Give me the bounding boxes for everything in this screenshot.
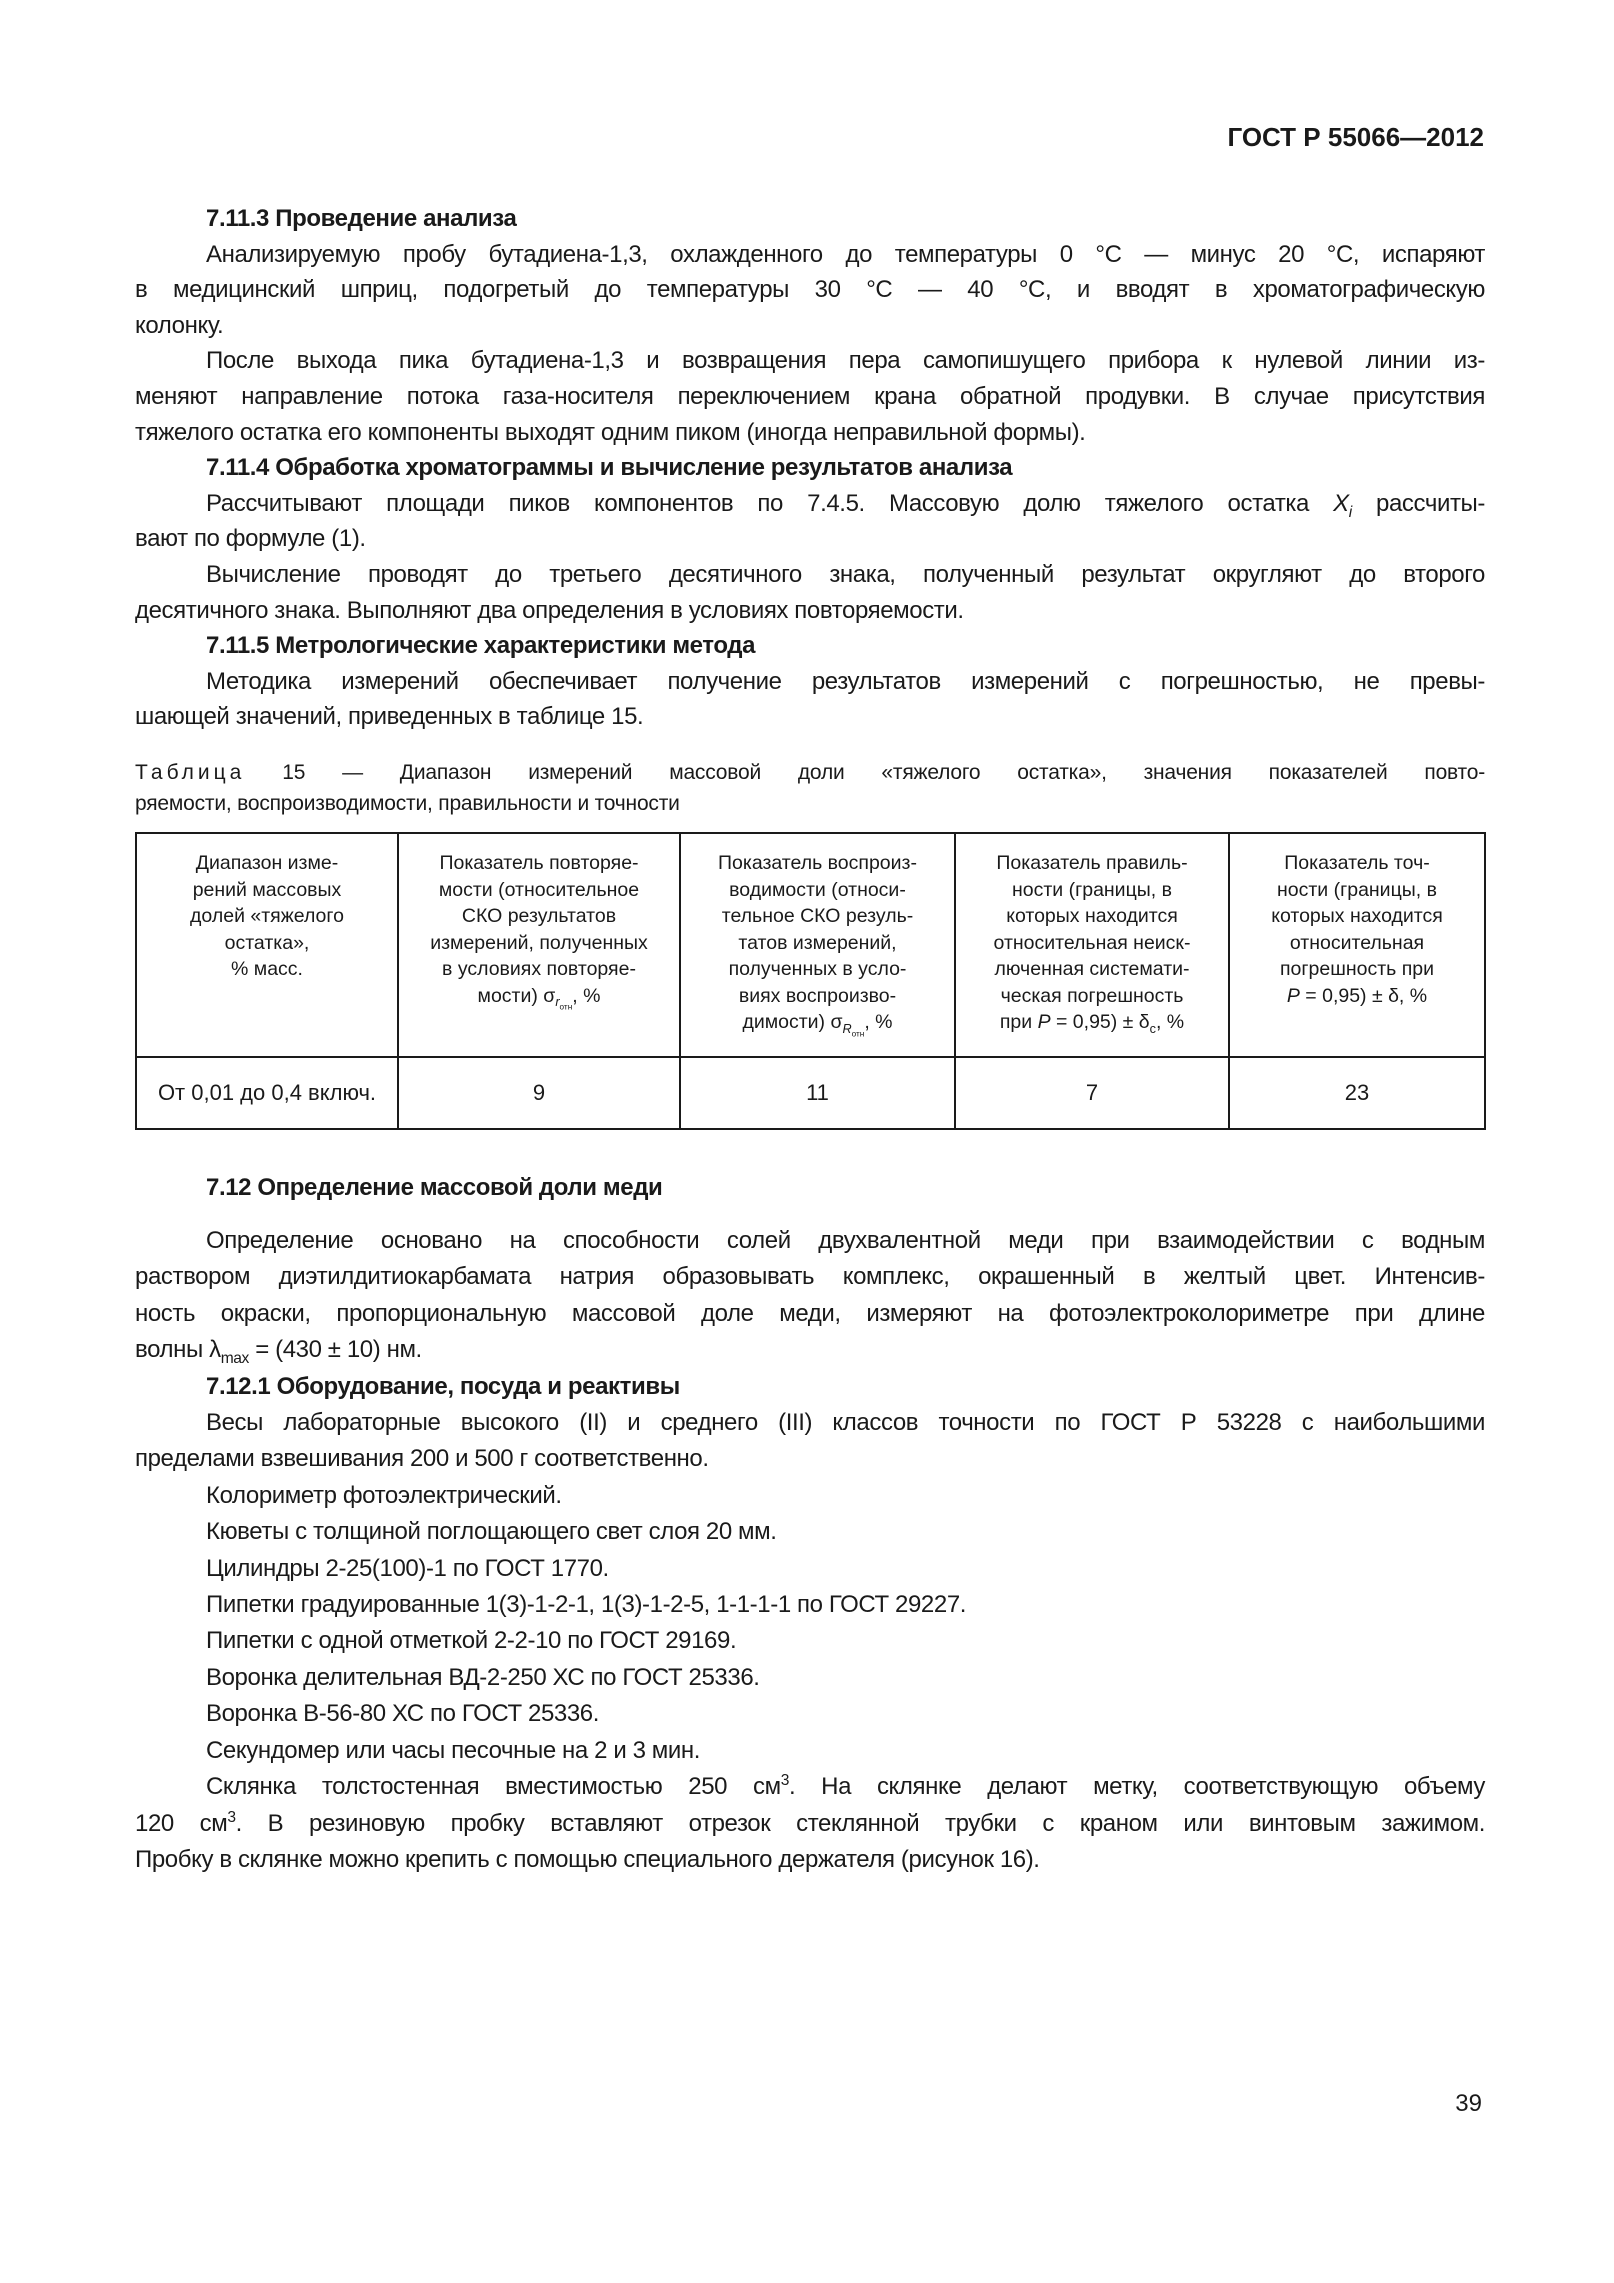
text-line xyxy=(135,1259,1485,1295)
text-line xyxy=(135,1405,1485,1441)
cell-accuracy: 23 xyxy=(1229,1057,1485,1129)
text-segment: Воронка делительная ВД-2-250 ХС по ГОСТ 25336. xyxy=(206,1663,760,1691)
text-segment: Вычисление проводят до третьего десятичного знака, полученный результат округляют до второго xyxy=(206,560,1485,588)
text-line xyxy=(135,308,1485,344)
page-number: 39 xyxy=(1455,2090,1482,2117)
text-segment: меняют направление потока газа-носителя переключением крана обратной продувки. В случае присутствия xyxy=(135,382,1485,410)
text-segment: 120 см xyxy=(135,1809,228,1837)
section-heading xyxy=(135,1170,1485,1206)
text-line xyxy=(135,699,1485,735)
text-segment: Пипетки с одной отметкой 2-2-10 по ГОСТ 29169. xyxy=(206,1627,737,1655)
caption-text-2: ряемости, воспроизводимости, правильности и точности xyxy=(135,792,680,815)
text-segment: пределами взвешивания 200 и 500 г соответственно. xyxy=(135,1445,709,1473)
section-7-12-heading xyxy=(135,1170,1485,1206)
sections-7-11-3-to-7-11-5 xyxy=(135,201,1485,735)
cell-trueness: 7 xyxy=(955,1057,1229,1129)
text-segment: Колориметр фотоэлектрический. xyxy=(206,1481,562,1509)
text-line xyxy=(135,1514,1485,1550)
text-line xyxy=(135,1478,1485,1514)
text-segment: Рассчитывают площади пиков компонентов по 7.4.5. Массовую долю тяжелого остатка xyxy=(206,489,1334,517)
table-header-row xyxy=(136,833,1485,1057)
header-range: Диапазон изме- рений массовых долей «тяжелого остатка», % масс. xyxy=(136,833,398,1057)
section-heading xyxy=(135,628,1485,664)
text-segment: 7.11.4 Обработка хроматограммы и вычисление результатов анализа xyxy=(206,454,1013,482)
text-segment: десятичного знака. Выполняют два определения в условиях повторяемости. xyxy=(135,596,964,624)
text-line xyxy=(135,1223,1485,1259)
text-line xyxy=(135,664,1485,700)
text-segment: тяжелого остатка его компоненты выходят одним пиком (иногда неправильной формы). xyxy=(135,418,1086,446)
text-segment: Склянка толстостенная вместимостью 250 см xyxy=(206,1773,781,1801)
header-trueness: Показатель правиль- ности (границы, в которых находится относительная неиск- люченная системати- ческая погрешность при $P = 0,95) \pm \delta_с$, % xyxy=(955,833,1229,1057)
text-line xyxy=(135,237,1485,273)
text-segment: 7.12 Определение массовой доли меди xyxy=(206,1174,663,1201)
text-segment: шающей значений, приведенных в таблице 15. xyxy=(135,703,644,731)
text-segment: ность окраски, пропорциональную массовой доле меди, измеряют на фотоэлектроколориметре при длине xyxy=(135,1299,1485,1327)
text-segment: Цилиндры 2-25(100)-1 по ГОСТ 1770. xyxy=(206,1554,609,1582)
text-segment: в медицинский шприц, подогретый до температуры 30 °С — 40 °С, и вводят в хроматографическую xyxy=(135,276,1485,304)
header-accuracy: Показатель точ- ности (границы, в которых находится относительная погрешность при P = 0,95) ± δ, % xyxy=(1229,833,1485,1057)
text-segment: колонку. xyxy=(135,311,224,339)
caption-label: Таблица xyxy=(135,761,246,784)
text-line xyxy=(135,1332,1485,1368)
text-segment: i xyxy=(1348,503,1352,521)
text-line xyxy=(135,1623,1485,1659)
document-id-header: ГОСТ Р 55066—2012 xyxy=(1227,122,1484,152)
section-heading xyxy=(135,201,1485,237)
text-segment: рассчиты- xyxy=(1351,489,1485,517)
text-segment: 7.12.1 Оборудование, посуда и реактивы xyxy=(206,1372,680,1400)
text-segment: X xyxy=(1333,489,1349,517)
text-line xyxy=(135,1696,1485,1732)
text-segment: Определение основано на способности солей двухвалентной меди при взаимодействии с водным xyxy=(206,1227,1485,1254)
caption-text-1: 15 — Диапазон измерений массовой доли «тяжелого остатка», значения показателей повто- xyxy=(245,761,1485,784)
text-line xyxy=(135,272,1485,308)
cell-range: От 0,01 до 0,4 включ. xyxy=(136,1057,398,1129)
text-segment: Секундомер или часы песочные на 2 и 3 мин. xyxy=(206,1736,701,1764)
text-line xyxy=(135,379,1485,415)
text-segment: раствором диэтилдитиокарбамата натрия образовывать комплекс, окрашенный в желтый цвет. Интенсив- xyxy=(135,1263,1485,1291)
header-reproducibility: Показатель воспроиз- водимости (относи- тельное СКО резуль- татов измерений, полученных в усло- виях воспроизво- димости) $\sigma_{R_{отн}}$, % xyxy=(680,833,955,1057)
text-segment: . В резиновую пробку вставляют отрезок стеклянной трубки с краном или винтовым зажимом. xyxy=(235,1809,1486,1837)
section-heading xyxy=(135,1369,1485,1405)
cell-repeatability: 9 xyxy=(398,1057,680,1129)
text-segment: 3 xyxy=(780,1772,789,1790)
text-line xyxy=(135,1806,1485,1842)
text-line xyxy=(135,1296,1485,1332)
text-line xyxy=(135,1441,1485,1477)
text-segment: 7.11.5 Метрологические характеристики метода xyxy=(206,632,756,660)
text-segment: После выхода пика бутадиена-1,3 и возвращения пера самопишущего прибора к нулевой линии из- xyxy=(206,347,1485,375)
table-caption xyxy=(135,757,1485,819)
text-segment: Анализируемую пробу бутадиена-1,3, охлажденного до температуры 0 °С — минус 20 °С, испаряют xyxy=(206,240,1485,268)
text-line xyxy=(135,343,1485,379)
text-segment: 7.11.3 Проведение анализа xyxy=(206,205,517,232)
text-line xyxy=(135,1842,1485,1878)
text-segment: Весы лабораторные высокого (II) и среднего (III) классов точности по ГОСТ Р 53228 с наибольшими xyxy=(206,1409,1485,1437)
text-line xyxy=(135,593,1485,629)
text-line xyxy=(135,1551,1485,1587)
text-segment: волны λ xyxy=(135,1336,221,1364)
table-15 xyxy=(135,832,1486,1130)
section-heading xyxy=(135,450,1485,486)
text-line xyxy=(135,415,1485,451)
text-line xyxy=(135,486,1485,522)
text-segment: max xyxy=(220,1350,249,1368)
text-line xyxy=(135,557,1485,593)
text-segment: . На склянке делают метку, соответствующую объему xyxy=(789,1773,1485,1801)
cell-reproducibility: 11 xyxy=(680,1057,955,1129)
text-segment: 3 xyxy=(227,1808,236,1826)
text-line xyxy=(135,1587,1485,1623)
text-segment: = (430 ± 10) нм. xyxy=(248,1336,422,1364)
text-line xyxy=(135,1660,1485,1696)
text-line xyxy=(135,521,1485,557)
text-segment: вают по формуле (1). xyxy=(135,525,366,553)
text-segment: Кюветы с толщиной поглощающего свет слоя 20 мм. xyxy=(206,1518,777,1546)
text-segment: Пипетки градуированные 1(3)-1-2-1, 1(3)-1-2-5, 1-1-1-1 по ГОСТ 29227. xyxy=(206,1591,967,1619)
text-line xyxy=(135,1733,1485,1769)
section-7-12-text xyxy=(135,1223,1485,1878)
text-line xyxy=(135,1769,1485,1805)
table-row xyxy=(136,1057,1485,1129)
header-repeatability: Показатель повторяе- мости (относительное СКО результатов измерений, полученных в условиях повторяе- мости) $\sigma_{r_{отн}}$, % xyxy=(398,833,680,1057)
text-segment: Пробку в склянке можно крепить с помощью специального держателя (рисунок 16). xyxy=(135,1845,1040,1873)
text-segment: Воронка В-56-80 ХС по ГОСТ 25336. xyxy=(206,1700,600,1728)
text-segment: Методика измерений обеспечивает получение результатов измерений с погрешностью, не превы- xyxy=(206,667,1485,695)
